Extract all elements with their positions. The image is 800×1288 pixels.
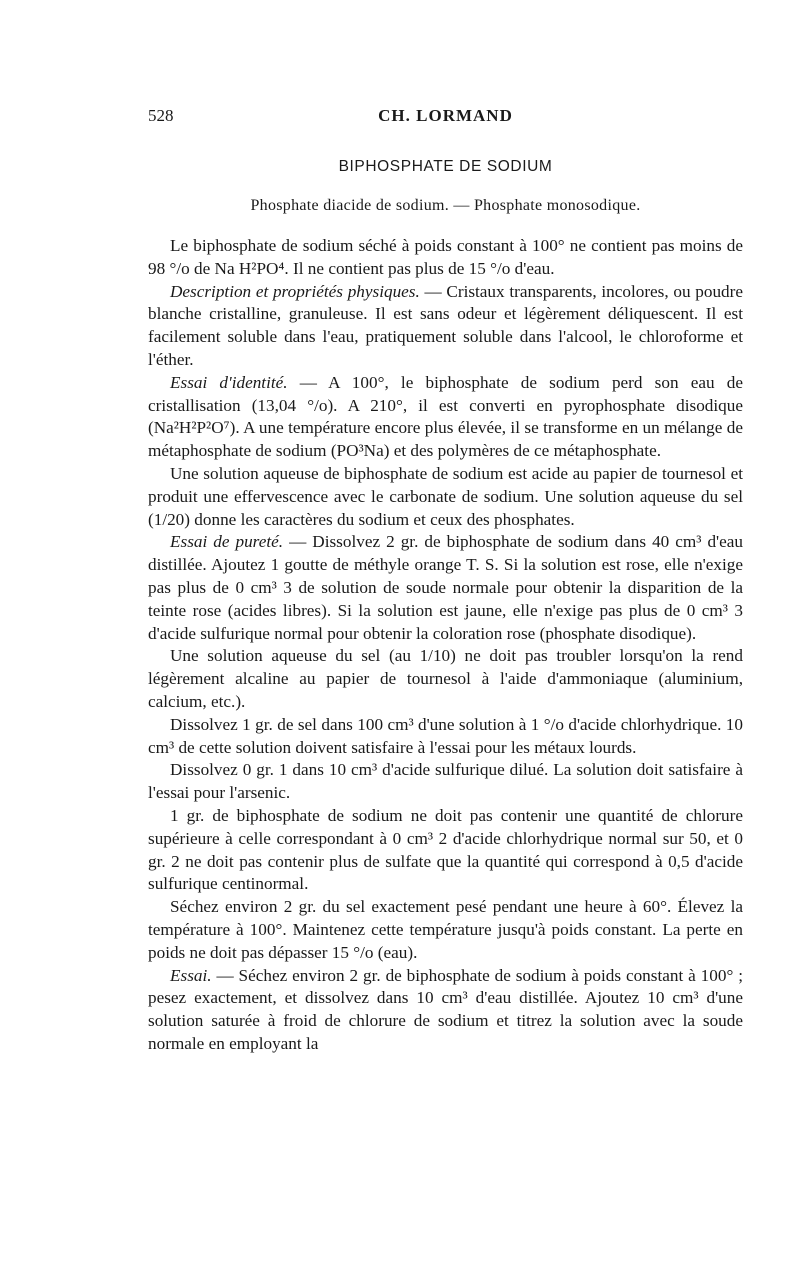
paragraph-text: Dissolvez 1 gr. de sel dans 100 cm³ d'une solution à 1 °/o d'acide chlorhydrique. 10 cm³ de cette solution doivent satisfaire à l'essai pour les métaux lourds. bbox=[148, 714, 743, 757]
paragraph-purity bbox=[148, 531, 743, 645]
paragraph-text: Séchez environ 2 gr. du sel exactement pesé pendant une heure à 60°. Élevez la température à 100°. Maintenez cette température jusqu'à poids constant. La perte en poids ne doit pas dépasser 15 °/o (eau). bbox=[148, 897, 743, 962]
paragraph-text: — A 100°, le biphosphate de sodium perd son eau de cristallisation (13,04 °/o). A 210°, il est converti en pyrophosphate disodique (Na²H²P²O⁷). A une température encore plus élevée, il se transforme en un mélange de métaphosphate de sodium (PO³Na) et des polymères de ce métaphosphate. bbox=[148, 372, 743, 461]
paragraph-text: Une solution aqueuse de biphosphate de sodium est acide au papier de tournesol et produit une effervescence avec le carbonate de sodium. Une solution aqueuse du sel (1/20) donne les caractères du sodium et ceux des phosphates. bbox=[148, 463, 743, 529]
paragraph-8 bbox=[148, 759, 743, 805]
paragraph-label: Description et propriétés physiques. bbox=[170, 281, 420, 301]
paragraph-label: Essai. bbox=[170, 965, 212, 985]
page-header bbox=[148, 106, 743, 128]
paragraph-label: Essai d'identité. bbox=[170, 372, 288, 392]
paragraph-text: Dissolvez 0 gr. 1 dans 10 cm³ d'acide sulfurique dilué. La solution doit satisfaire à l'essai pour l'arsenic. bbox=[148, 760, 743, 803]
paragraph-10 bbox=[148, 896, 743, 964]
paragraph-text: — Séchez environ 2 gr. de biphosphate de sodium à poids constant à 100° ; pesez exactement, et dissolvez dans 10 cm³ d'eau distillée. Ajoutez 10 cm³ d'une solution saturée à froid de chlorure de sodium et titrez la solution avec la soude normale en employant la bbox=[148, 965, 743, 1053]
paragraph-7 bbox=[148, 714, 743, 760]
paragraph-9 bbox=[148, 805, 743, 896]
paragraph-text: Le biphosphate de sodium séché à poids constant à 100° ne contient pas moins de 98 °/o de Na H²PO⁴. Il ne contient pas plus de 15 °/o d'eau. bbox=[148, 236, 743, 278]
paragraph-text: Une solution aqueuse du sel (au 1/10) ne doit pas troubler lorsqu'on la rend légèrement alcaline au papier de tournesol à l'aide d'ammoniaque (aluminium, calcium, etc.). bbox=[148, 646, 743, 711]
paragraph-assay bbox=[148, 965, 743, 1056]
paragraph-label: Essai de pureté. bbox=[170, 532, 284, 552]
running-head: CH. LORMAND bbox=[378, 106, 513, 125]
paragraph-identity bbox=[148, 372, 743, 463]
paragraph-4 bbox=[148, 463, 743, 531]
section-title: BIPHOSPHATE DE SODIUM bbox=[338, 158, 553, 175]
paragraph-text: 1 gr. de biphosphate de sodium ne doit pas contenir une quantité de chlorure supérieure à celle correspondant à 0 cm³ 2 d'acide chlorhydrique normal sur 50, et 0 gr. 2 ne doit pas contenir plus de sulfate que la quantité qui correspond à 0,5 d'acide sulfurique centinormal. bbox=[148, 805, 743, 894]
paragraph-text: — Dissolvez 2 gr. de biphosphate de sodium dans 40 cm³ d'eau distillée. Ajoutez 1 goutte de méthyle orange T. S. Si la solution est rose, elle n'exige pas plus de 0 cm³ 3 de solution de soude normale pour obtenir la disparition de la teinte rose (acides libres). Si la solution est jaune, elle n'exige pas plus de 0 cm³ 3 d'acide sulfurique normal pour obtenir la coloration rose (phosphate disodique). bbox=[148, 532, 743, 643]
paragraph-1 bbox=[148, 235, 743, 281]
paragraph-6 bbox=[148, 645, 743, 713]
paragraph-description bbox=[148, 281, 743, 372]
paragraph-text: — Cristaux transparents, incolores, ou poudre blanche cristalline, granuleuse. Il est sans odeur et légèrement déliquescent. Il est facilement soluble dans l'eau, pratiquement soluble dans l'alcool, le chloroforme et l'éther. bbox=[148, 281, 743, 369]
page-number: 528 bbox=[148, 106, 174, 125]
body-text bbox=[148, 235, 743, 1056]
section-subtitle: Phosphate diacide de sodium. — Phosphate monosodique. bbox=[250, 197, 641, 214]
